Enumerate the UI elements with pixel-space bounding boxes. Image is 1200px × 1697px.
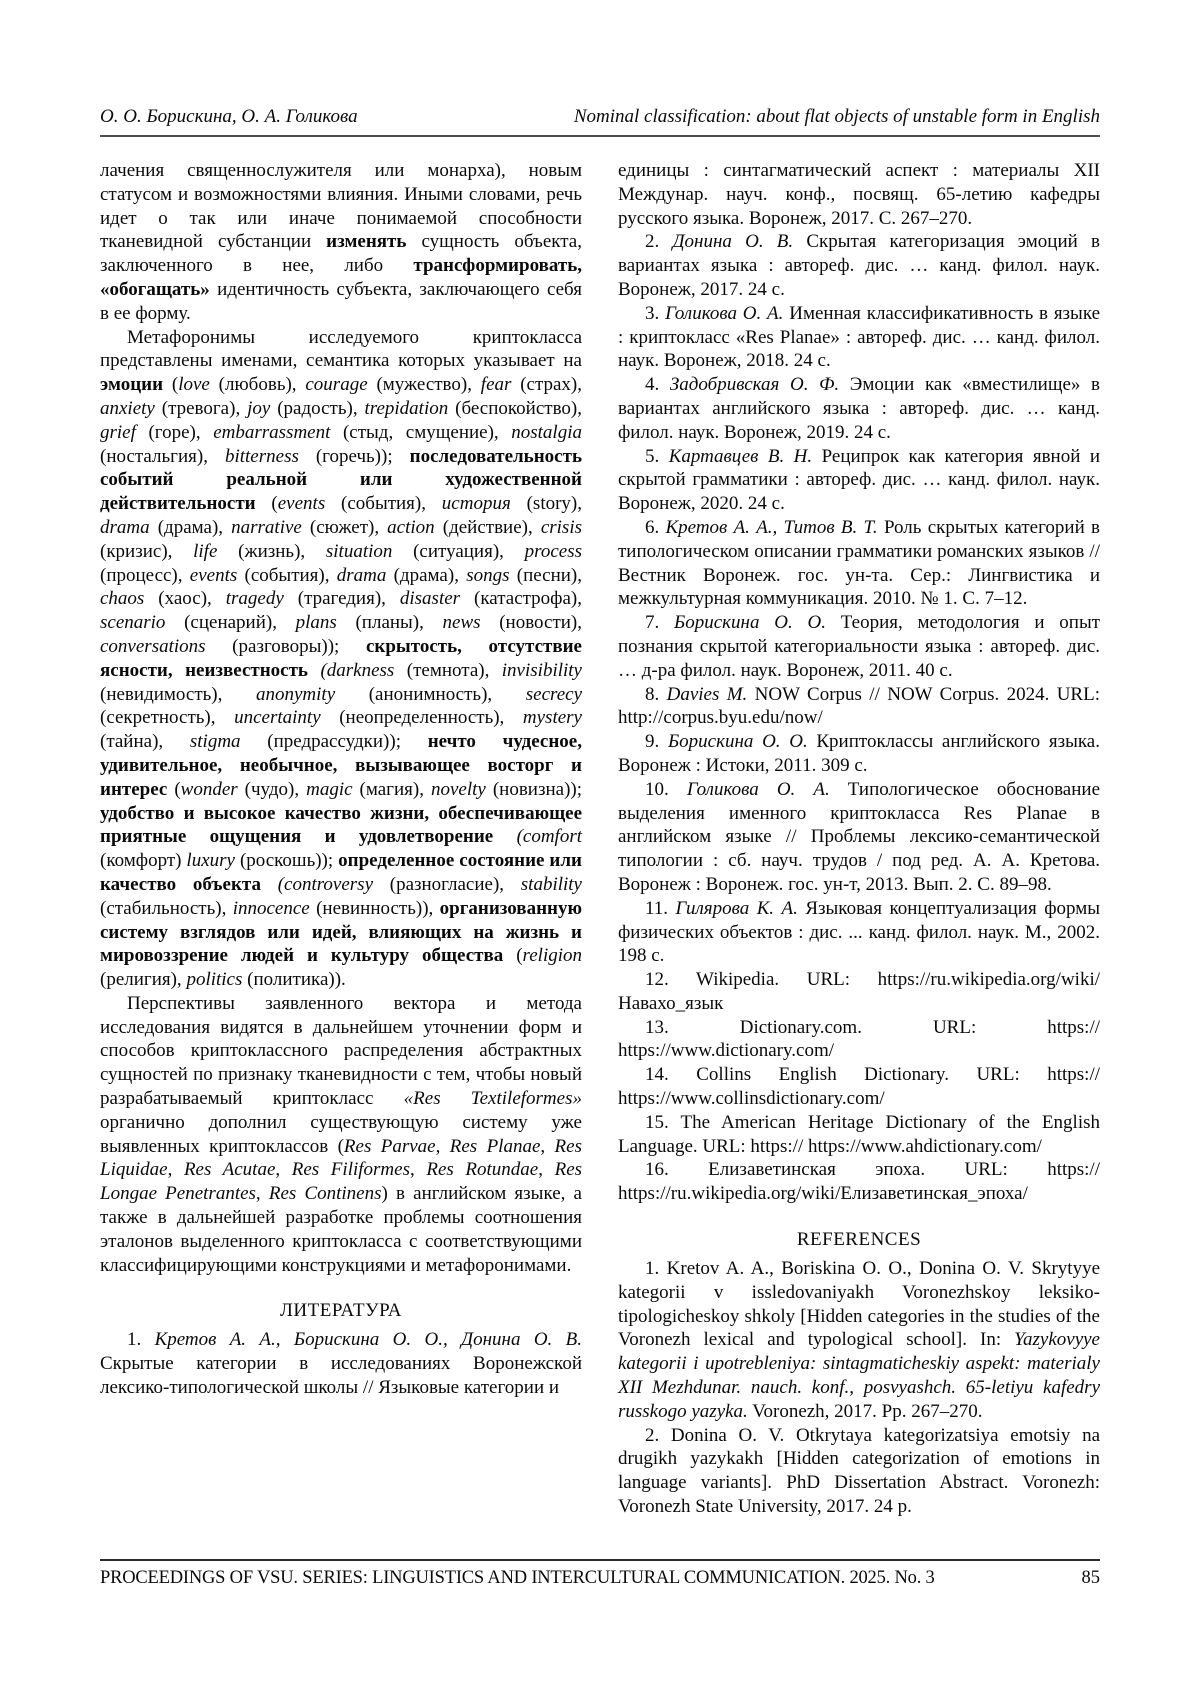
- reference-item-ru-2: 2. Донина О. В. Скрытая категоризация эмоций в вариантах языка : автореф. дис. … канд. филол. наук. Воронеж, 2017. 24 с.: [618, 231, 1100, 300]
- references-heading: REFERENCES: [796, 1229, 922, 1251]
- reference-item-ru-12: 12. Wikipedia. URL: https://ru.wikipedia.org/wiki/ Навахо_язык: [618, 969, 1100, 1014]
- reference-item-ru-7: 7. Борискина О. О. Теория, методология и опыт познания скрытой категориальности языка : автореф. дис. … д-ра филол. наук. Воронеж, 2011. 40 с.: [618, 612, 1100, 681]
- reference-item-ru-5: 5. Картавцев В. Н. Реципрок как категория явной и скрытой грамматики : автореф. дис. … канд. филол. наук. Воронеж, 2020. 24 с.: [618, 445, 1100, 515]
- literature-heading: ЛИТЕРАТУРА: [280, 1300, 402, 1322]
- reference-item-ru-4: 4. Задобривская О. Ф. Эмоции как «вместилище» в вариантах английского языка : автореф. дис. … канд. филол. наук. Воронеж, 2019. 24 с.: [618, 374, 1100, 443]
- paragraph-continuation: лачения священнослужителя или монарха), новым статусом и возможностями влияния. Иными словами, речь идет о так или иначе понимаемой способности тканевидной субстанции изменять сущность объекта, заключенного в нее, либо трансформировать, «обогащать» идентичность субъекта, заключающего себя в ее форму.: [100, 160, 582, 324]
- reference-item-ru-3: 3. Голикова О. А. Именная классификативность в языке : криптокласс «Res Planae» : автореф. дис. … канд. филол. наук. Воронеж, 2018. 24 с.: [618, 302, 1100, 372]
- reference-item-en-1: 1. Kretov A. A., Boriskina O. O., Donina O. V. Skrytyye kategorii v issledovaniyakh Voronezhskoy leksiko-tipologicheskoy shkoly [Hidden categories in the studies of the Voronezh lexical and typological school]. In: Yazykovyye kategorii i upotrebleniya: sintagmaticheskiy aspekt: materialy XII Mezhdunar. nauch. konf., posvyashch. 65-letiyu kafedry russkogo yazyka. Voronezh, 2017. Pp. 267–270.: [618, 1258, 1100, 1422]
- page-footer: [100, 1559, 1100, 1589]
- reference-item-ru-9: 9. Борискина О. О. Криптоклассы английского языка. Воронеж : Истоки, 2011. 309 с.: [618, 731, 1100, 776]
- reference-item-ru-6: 6. Кретов А. А., Титов В. Т. Роль скрытых категорий в типологическом описании грамматики романских языков // Вестник Воронеж. гос. ун-та. Сер.: Лингвистика и межкультурная коммуникация. 2010. № 1. С. 7–12.: [618, 516, 1100, 610]
- left-column: [100, 159, 582, 1559]
- reference-item-ru-1: 1. Кретов А. А., Борискина О. О., Донина О. В. Скрытые категории в исследованиях Воронежской лексико-типологической школы // Языковые категории и: [100, 1329, 582, 1399]
- header-authors: О. О. Борискина, О. А. Голикова: [100, 106, 358, 127]
- reference-item-ru-8: 8. Davies M. NOW Corpus // NOW Corpus. 2024. URL: http://corpus.byu.edu/now/: [618, 683, 1100, 729]
- header-running-title: Nominal classification: about flat objects of unstable form in English: [573, 106, 1100, 127]
- paragraph-perspectives: Перспективы заявленного вектора и метода исследования видятся в дальнейшем уточнении форм и способов криптоклассного распределения абстрактных сущностей по признаку тканевидности с тем, чтобы новый разрабатываемый криптокласс «Res Textileformes» органично дополнил существующую систему уже выявленных криптоклассов (Res Parvae, Res Planae, Res Liquidae, Res Acutae, Res Filiformes, Res Rotundae, Res Longae Penetrantes, Res Continens) в английском языке, а также в дальнейшей разработке проблемы соотношения эталонов выделенного криптокласса с соответствующими классифицирующими конструкциями и метафоронимами.: [100, 992, 583, 1276]
- reference-item-ru-11: 11. Гилярова К. А. Языковая концептуализация формы физических объектов : дис. ... канд. филол. наук. М., 2002. 198 с.: [618, 897, 1100, 967]
- footer-page-number: 85: [1081, 1568, 1100, 1588]
- header-rule: [100, 135, 1100, 137]
- running-header: [100, 106, 1100, 128]
- reference-item-en-2: 2. Donina O. V. Otkrytaya kategorizatsiya emotsiy na drugikh yazykakh [Hidden categorization of emotions in language variants]. PhD Dissertation Abstract. Voronezh: Voronezh State University, 2017. 24 p.: [618, 1424, 1100, 1518]
- reference-item-ru-14: 14. Collins English Dictionary. URL: https:// https://www.collinsdictionary.com/: [618, 1064, 1100, 1110]
- reference-item-ru-13: 13. Dictionary.com. URL: https:// https://www.dictionary.com/: [618, 1016, 1100, 1062]
- two-column-body: [100, 159, 1100, 1559]
- reference-item-ru-1-continuation: единицы : синтагматический аспект : материалы XII Междунар. науч. конф., посвящ. 65-летию кафедры русского языка. Воронеж, 2017. С. 267–270.: [618, 160, 1100, 229]
- reference-item-ru-15: 15. The American Heritage Dictionary of the English Language. URL: https:// https://www.ahdictionary.com/: [618, 1111, 1100, 1157]
- paragraph-metaphoronyms: Метафоронимы исследуемого криптокласса представлены именами, семантика которых указывает на эмоции (love (любовь), courage (мужество), fear (страх), anxiety (тревога), joy (радость), trepidation (беспокойство), grief (горе), embarrassment (стыд, смущение), nostalgia (ностальгия), bitterness (горечь)); последовательность событий реальной или художественной действительности (events (события), история (story), drama (драма), narrative (сюжет), action (действие), crisis (кризис), life (жизнь), situation (ситуация), process (процесс), events (события), drama (драма), songs (песни), chaos (хаос), tragedy (трагедия), disaster (катастрофа), scenario (сценарий), plans (планы), news (новости), conversations (разговоры)); скрытость, отсутствие ясности, неизвестность (darkness (темнота), invisibility (невидимость), anonymity (анонимность), secrecy (секретность), uncertainty (неопределенность), mystery (тайна), stigma (предрассудки)); нечто чудесное, удивительное, необычное, вызывающее восторг и интерес (wonder (чудо), magic (магия), novelty (новизна)); удобство и высокое качество жизни, обеспечивающее приятные ощущения и удовлетворение (comfort (комфорт) luxury (роскошь)); определенное состояние или качество объекта (controversy (разногласие), stability (стабильность), innocence (невинность)), организованную систему взглядов или идей, влияющих на жизнь и мировоззрение людей и культуру общества (religion (религия), politics (политика)).: [100, 326, 583, 991]
- reference-item-ru-16: 16. Елизаветинская эпоха. URL: https:// https://ru.wikipedia.org/wiki/Елизаветинская_эпоха/: [618, 1159, 1100, 1205]
- footer-journal-line: PROCEEDINGS OF VSU. SERIES: LINGUISTICS AND INTERCULTURAL COMMUNICATION. 2025. No. 3: [100, 1568, 935, 1588]
- reference-item-ru-10: 10. Голикова О. А. Типологическое обоснование выделения именного криптокласса Res Planae в английском языке // Проблемы лексико-семантической типологии : сб. науч. трудов / под ред. А. А. Кретова. Воронеж : Воронеж. гос. ун-т, 2013. Вып. 2. С. 89–98.: [618, 778, 1100, 895]
- right-column: [618, 159, 1100, 1559]
